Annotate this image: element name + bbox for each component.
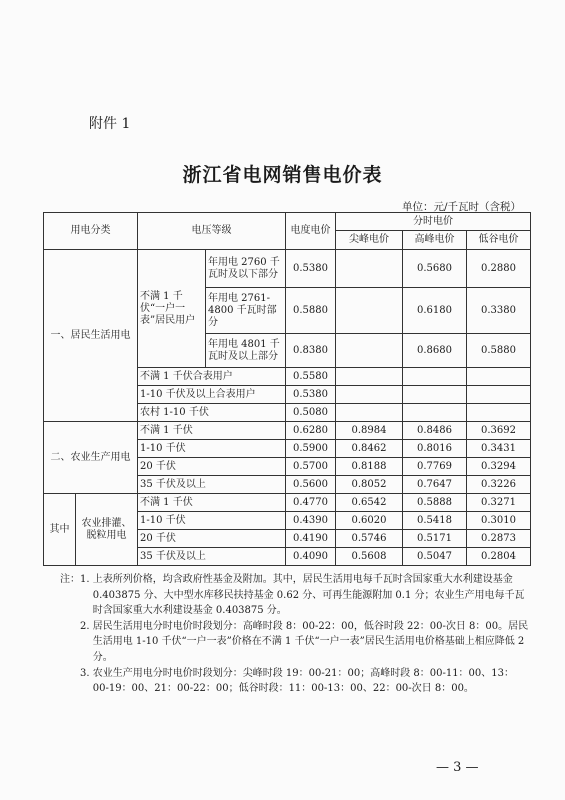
peak-cell: 0.7769 bbox=[403, 458, 467, 476]
sharp-cell bbox=[336, 334, 403, 368]
valley-cell: 0.3010 bbox=[467, 512, 531, 530]
note-1 bbox=[60, 572, 530, 619]
peak-cell: 0.8486 bbox=[403, 422, 467, 440]
voltage-cell: 20 千伏 bbox=[138, 458, 286, 476]
price-cell: 0.8380 bbox=[286, 334, 336, 368]
voltage-cell: 1-10 千伏 bbox=[138, 512, 286, 530]
note-number: 1. bbox=[80, 574, 90, 585]
table-row bbox=[44, 494, 531, 512]
sharp-cell bbox=[336, 386, 403, 404]
agriculture-label: 二、农业生产用电 bbox=[44, 422, 138, 494]
voltage-cell: 年用电 4801 千瓦时及以上部分 bbox=[206, 334, 286, 368]
peak-cell bbox=[403, 368, 467, 386]
valley-cell: 0.3431 bbox=[467, 440, 531, 458]
note-2 bbox=[60, 619, 530, 666]
voltage-cell: 20 千伏 bbox=[138, 530, 286, 548]
valley-cell: 0.3692 bbox=[467, 422, 531, 440]
price-cell: 0.4770 bbox=[286, 494, 336, 512]
header-price: 电度电价 bbox=[286, 213, 336, 250]
peak-cell bbox=[403, 404, 467, 422]
document-title: 浙江省电网销售电价表 bbox=[182, 164, 383, 186]
note-text: 上表所列价格，均含政府性基金及附加。其中，居民生活用电每千瓦时含国家重大水利建设基金 0.403875 分、大中型水库移民扶持基金 0.62 分、可再生能源附加 0.1 分；农业生产用电每千瓦时含国家重大水利建设基金 0.403875 分。 bbox=[92, 574, 525, 617]
sharp-cell bbox=[336, 404, 403, 422]
voltage-cell: 1-10 千伏及以上合表用户 bbox=[138, 386, 286, 404]
voltage-cell: 年用电 2760 千瓦时及以下部分 bbox=[206, 250, 286, 288]
price-cell: 0.5900 bbox=[286, 440, 336, 458]
table-row bbox=[44, 422, 531, 440]
valley-cell bbox=[467, 404, 531, 422]
voltage-cell: 35 千伏及以上 bbox=[138, 548, 286, 566]
residential-sublabel: 不满 1 千伏“一户一表”居民用户 bbox=[138, 250, 206, 368]
price-cell: 0.5580 bbox=[286, 368, 336, 386]
header-peak: 高峰电价 bbox=[403, 231, 467, 250]
sharp-cell: 0.6542 bbox=[336, 494, 403, 512]
page-number: — 3 — bbox=[436, 760, 479, 775]
price-cell: 0.5880 bbox=[286, 288, 336, 334]
notes-prefix: 注： bbox=[60, 574, 80, 585]
header-category: 用电分类 bbox=[44, 213, 138, 250]
irrigation-inner-label: 农业排灌、脱粒用电 bbox=[76, 494, 138, 566]
sharp-cell: 0.5608 bbox=[336, 548, 403, 566]
valley-cell: 0.2880 bbox=[467, 250, 531, 288]
price-cell: 0.6280 bbox=[286, 422, 336, 440]
price-cell: 0.4390 bbox=[286, 512, 336, 530]
peak-cell: 0.5680 bbox=[403, 250, 467, 288]
valley-cell: 0.3294 bbox=[467, 458, 531, 476]
voltage-cell: 农村 1-10 千伏 bbox=[138, 404, 286, 422]
note-3 bbox=[60, 666, 530, 697]
voltage-cell: 1-10 千伏 bbox=[138, 440, 286, 458]
valley-cell: 0.5880 bbox=[467, 334, 531, 368]
peak-cell: 0.5418 bbox=[403, 512, 467, 530]
price-cell: 0.4090 bbox=[286, 548, 336, 566]
note-number: 2. bbox=[80, 620, 90, 632]
voltage-cell: 不满 1 千伏 bbox=[138, 494, 286, 512]
valley-cell bbox=[467, 368, 531, 386]
irrigation-outer-label: 其中 bbox=[44, 494, 76, 566]
sharp-cell: 0.6020 bbox=[336, 512, 403, 530]
sharp-cell: 0.5746 bbox=[336, 530, 403, 548]
peak-cell: 0.6180 bbox=[403, 288, 467, 334]
sharp-cell: 0.8984 bbox=[336, 422, 403, 440]
table-row bbox=[44, 250, 531, 288]
residential-label: 一、居民生活用电 bbox=[44, 250, 138, 422]
note-text: 农业生产用电分时电价时段划分：尖峰时段 19：00-21：00；高峰时段 8：00-11：00、13：00-19：00、21：00-22：00；低谷时段：11：00-13：00、22：00-次日 8：00。 bbox=[92, 667, 515, 695]
peak-cell: 0.5888 bbox=[403, 494, 467, 512]
sharp-cell: 0.8462 bbox=[336, 440, 403, 458]
peak-cell: 0.5171 bbox=[403, 530, 467, 548]
notes-section bbox=[60, 572, 530, 697]
voltage-cell: 不满 1 千伏 bbox=[138, 422, 286, 440]
price-cell: 0.5380 bbox=[286, 250, 336, 288]
valley-cell: 0.2804 bbox=[467, 548, 531, 566]
voltage-cell: 年用电 2761-4800 千瓦时部分 bbox=[206, 288, 286, 334]
note-number: 3. bbox=[80, 667, 90, 679]
valley-cell: 0.2873 bbox=[467, 530, 531, 548]
price-cell: 0.5700 bbox=[286, 458, 336, 476]
peak-cell: 0.8016 bbox=[403, 440, 467, 458]
unit-note: 单位：元/千瓦时（含税） bbox=[402, 201, 522, 213]
peak-cell: 0.7647 bbox=[403, 476, 467, 494]
valley-cell: 0.3226 bbox=[467, 476, 531, 494]
sharp-cell: 0.8052 bbox=[336, 476, 403, 494]
header-valley: 低谷电价 bbox=[467, 231, 531, 250]
sharp-cell bbox=[336, 250, 403, 288]
sharp-cell: 0.8188 bbox=[336, 458, 403, 476]
price-cell: 0.5600 bbox=[286, 476, 336, 494]
voltage-cell: 35 千伏及以上 bbox=[138, 476, 286, 494]
header-voltage: 电压等级 bbox=[138, 213, 286, 250]
peak-cell: 0.8680 bbox=[403, 334, 467, 368]
annex-label: 附件 1 bbox=[89, 116, 131, 132]
sharp-cell bbox=[336, 368, 403, 386]
price-cell: 0.5380 bbox=[286, 386, 336, 404]
voltage-cell: 不满 1 千伏合表用户 bbox=[138, 368, 286, 386]
price-cell: 0.5080 bbox=[286, 404, 336, 422]
header-peak-sharp: 尖峰电价 bbox=[336, 231, 403, 250]
note-text: 居民生活用电分时电价时段划分：高峰时段 8：00-22：00，低谷时段 22：00-次日 8：00。居民生活用电 1-10 千伏“一户一表”价格在不满 1 千伏“一户一表”居民生活用电价格基础上相应降低 2 分。 bbox=[92, 620, 529, 663]
valley-cell: 0.3271 bbox=[467, 494, 531, 512]
peak-cell: 0.5047 bbox=[403, 548, 467, 566]
price-table bbox=[43, 212, 531, 566]
price-cell: 0.4190 bbox=[286, 530, 336, 548]
sharp-cell bbox=[336, 288, 403, 334]
header-tou: 分时电价 bbox=[336, 213, 531, 231]
valley-cell: 0.3380 bbox=[467, 288, 531, 334]
peak-cell bbox=[403, 386, 467, 404]
valley-cell bbox=[467, 386, 531, 404]
